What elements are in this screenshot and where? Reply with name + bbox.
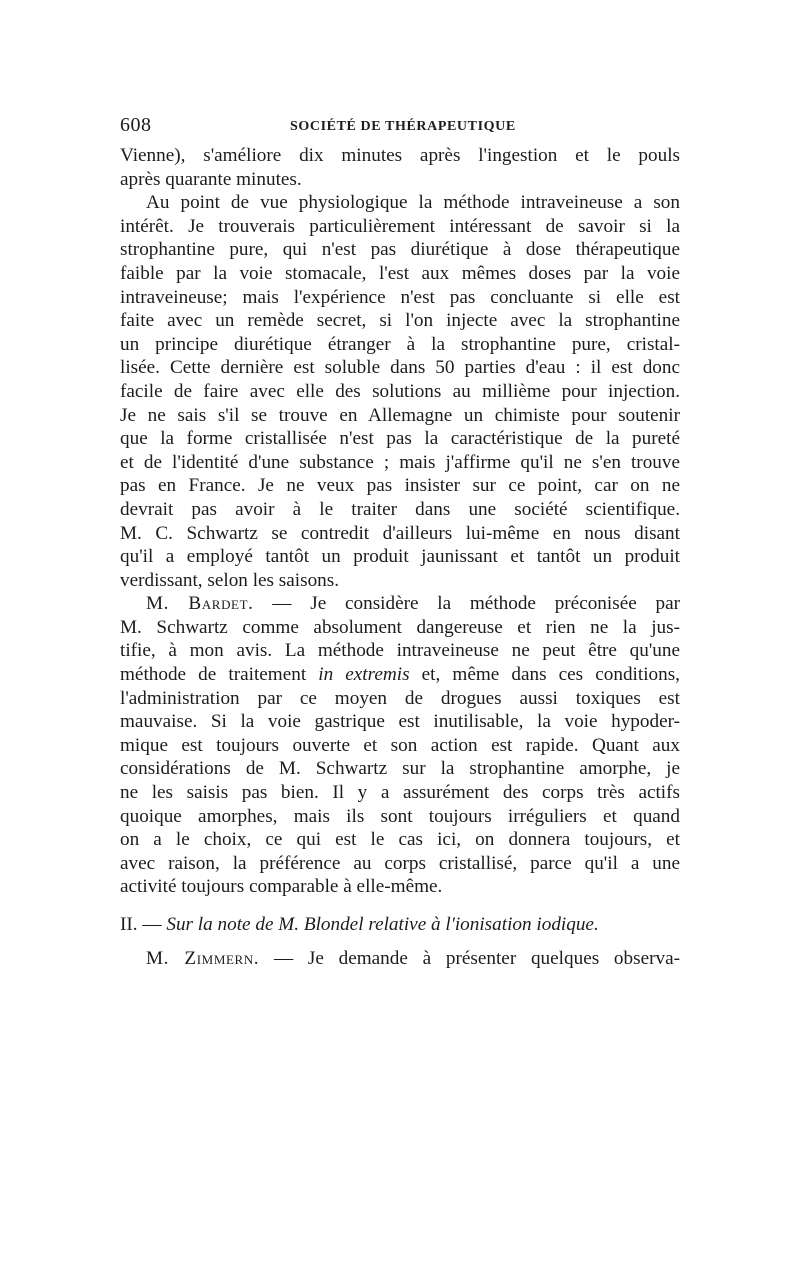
text-line: Vienne), s'améliore dix minutes après l'ingestion et le pouls [120, 145, 680, 166]
section-heading [120, 913, 680, 937]
text-line: après quarante minutes. [120, 168, 302, 190]
running-head [120, 110, 680, 144]
page-number: 608 [120, 114, 152, 136]
text-line: strophantine pure, qui n'est pas diurétique à dose thérapeutique [120, 239, 680, 261]
text-line: on a le choix, ce qui est le cas ici, on donnera toujours, et [120, 829, 680, 851]
text-line [120, 663, 680, 687]
text-line: qu'il a employé tantôt un produit jaunissant et tantôt un produit [120, 546, 680, 568]
text-fragment: — Je considère la méthode préconisée par [253, 593, 680, 615]
text-line: tifie, à mon avis. La méthode intraveineuse ne peut être qu'une [120, 640, 680, 662]
text-line: M. Schwartz comme absolument dangereuse et rien ne la jus- [120, 616, 680, 638]
text-line: que la forme cristallisée n'est pas la caractéristique de la pureté [120, 428, 680, 450]
text-line: activité toujours comparable à elle-même. [120, 876, 443, 898]
emphasis-text: in extremis [318, 664, 410, 686]
text-line: facile de faire avec elle des solutions au millième pour injection. [120, 380, 680, 402]
paragraph-zimmern [120, 947, 680, 971]
text-line [120, 947, 680, 971]
speaker-name: M. Bardet. [146, 593, 254, 615]
text-line: quoique amorphes, mais ils sont toujours irréguliers et quand [120, 805, 680, 827]
text-line: pas en France. Je ne veux pas insister sur ce point, car on ne [120, 475, 680, 497]
text-line: intraveineuse; mais l'expérience n'est pas concluante si elle est [120, 286, 680, 308]
text-line: et de l'identité d'une substance ; mais j'affirme qu'il ne s'en trouve [120, 451, 680, 473]
paragraph-continuation [120, 144, 680, 191]
text-line: considérations de M. Schwartz sur la strophantine amorphe, je [120, 758, 680, 780]
text-fragment: — Je demande à présenter quelques observa- [259, 948, 680, 969]
speaker-name: M. Zimmern. [146, 948, 260, 969]
text-line: devrait pas avoir à le traiter dans une société scientifique. [120, 498, 680, 520]
text-line: verdissant, selon les saisons. [120, 569, 340, 591]
paragraph-physiology [120, 191, 680, 592]
text-line: faible par la voie stomacale, l'est aux mêmes doses par la voie [120, 262, 680, 284]
book-page [120, 110, 680, 971]
text-line: mique est toujours ouverte et son action est rapide. Quant aux [120, 734, 680, 756]
text-fragment: et, même dans ces conditions, [409, 664, 680, 686]
text-line: Au point de vue physiologique la méthode intraveineuse a son [146, 192, 680, 214]
text-line: intérêt. Je trouverais particulièrement intéressant de savoir si la [120, 215, 680, 237]
text-line: lisée. Cette dernière est soluble dans 50 parties d'eau : il est donc [120, 357, 680, 379]
text-line: avec raison, la préférence au corps cristallisé, parce qu'il a une [120, 852, 680, 874]
text-line: l'administration par ce moyen de drogues aussi toxiques est [120, 687, 680, 709]
text-line [120, 592, 680, 616]
text-line: un principe diurétique étranger à la strophantine pure, cristal- [120, 333, 680, 355]
paragraph-bardet [120, 592, 680, 899]
running-title: SOCIÉTÉ DE THÉRAPEUTIQUE [290, 119, 516, 134]
text-line: mauvaise. Si la voie gastrique est inutilisable, la voie hypoder- [120, 711, 680, 733]
text-line: M. C. Schwartz se contredit d'ailleurs lui-même en nous disant [120, 522, 680, 544]
text-fragment: méthode de traitement [120, 664, 319, 686]
text-line: ne les saisis pas bien. Il y a assurément des corps très actifs [120, 782, 680, 804]
section-number: II. — [120, 914, 167, 935]
text-line: faite avec un remède secret, si l'on injecte avec la strophantine [120, 310, 680, 332]
section-title: Sur la note de M. Blondel relative à l'ionisation iodique. [166, 914, 599, 935]
text-line: Je ne sais s'il se trouve en Allemagne un chimiste pour soutenir [120, 404, 680, 426]
